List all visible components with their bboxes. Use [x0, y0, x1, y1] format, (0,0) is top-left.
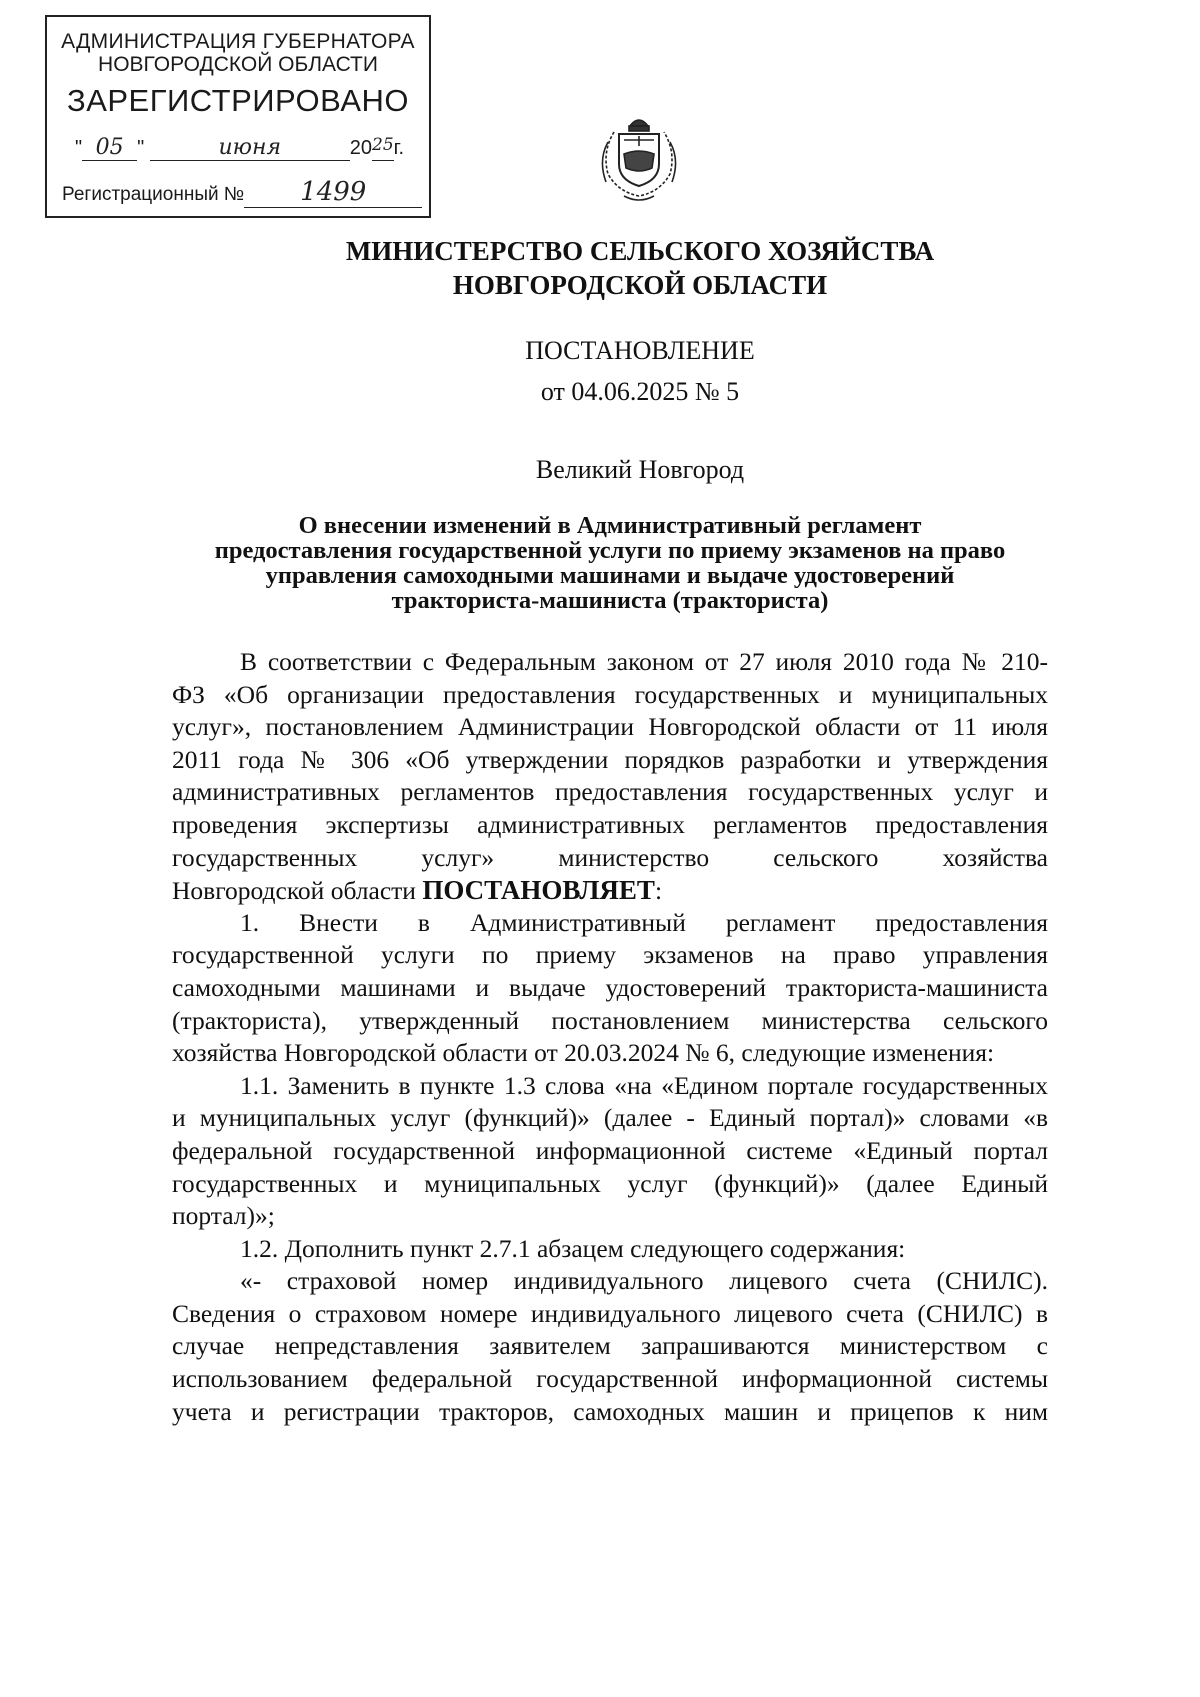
- registration-stamp: [45, 15, 431, 218]
- body-line: использованием федеральной государственной информационной системы: [172, 1364, 1048, 1394]
- stamp-registration: [62, 177, 422, 208]
- document-subject: [172, 513, 1048, 613]
- subject-line: управления самоходными машинами и выдаче удостоверений: [265, 562, 955, 589]
- subject-line: О внесении изменений в Административный регламент: [298, 512, 922, 539]
- stamp-day: 05: [95, 135, 124, 160]
- body-line: случае непредставления заявителем запрашиваются министерством с: [172, 1331, 1048, 1361]
- body-line: портал)»;: [172, 1201, 275, 1231]
- body-line: государственных и муниципальных услуг (функций)» (далее Единый: [172, 1168, 1048, 1198]
- stamp-year-unit: г.: [393, 137, 405, 159]
- stamp-org-line1: АДМИНИСТРАЦИЯ ГУБЕРНАТОРА: [61, 30, 415, 53]
- body-line: ФЗ «Об организации предоставления государственных и муниципальных: [172, 679, 1048, 709]
- body-line: административных регламентов предоставления государственных услуг и: [172, 777, 1048, 807]
- body-line: 2011 года № 306 «Об утверждении порядков разработки и утверждения: [172, 744, 1048, 774]
- ministry-name-line1: МИНИСТЕРСТВО СЕЛЬСКОГО ХОЗЯЙСТВА: [345, 236, 935, 266]
- body-line: В соответствии с Федеральным законом от 27 июля 2010 года № 210-: [240, 647, 1048, 676]
- body-line: проведения экспертизы административных регламентов предоставления: [172, 809, 1048, 839]
- body-line: самоходными машинами и выдаче удостоверений тракториста-машиниста: [172, 972, 1048, 1002]
- body-line: и муниципальных услуг (функций)» (далее - Единый портал)» словами «в: [172, 1103, 1048, 1133]
- body-text: Новгородской области: [172, 876, 423, 906]
- body-line: государственных услуг» министерство сельского хозяйства: [172, 842, 1048, 872]
- body-line: Сведения о страховом номере индивидуального лицевого счета (СНИЛС) в: [172, 1298, 1048, 1328]
- body-line: хозяйства Новгородской области от 20.03.2024 № 6, следующие изменения:: [172, 1038, 995, 1068]
- stamp-reg-label: Регистрационный №: [62, 184, 245, 205]
- body-line: учета и регистрации тракторов, самоходных машин и прицепов к ним: [172, 1396, 1048, 1426]
- body-text: :: [654, 876, 663, 906]
- document-body: [172, 646, 1048, 1428]
- stamp-status: ЗАРЕГИСТРИРОВАНО: [66, 83, 409, 118]
- document-date-number: от 04.06.2025 № 5: [540, 377, 740, 406]
- body-line: федеральной государственной информационной системе «Единый портал: [172, 1135, 1048, 1165]
- body-line: [172, 874, 1048, 907]
- body-line: услуг», постановлением Администрации Новгородской области от 11 июля: [172, 712, 1048, 742]
- body-line: 1. Внести в Административный регламент предоставления: [240, 907, 1048, 937]
- body-line: 1.1. Заменить в пункте 1.3 слова «на «Едином портале государственных: [240, 1070, 1048, 1100]
- body-line: государственной услуги по приему экзаменов на право управления: [172, 940, 1048, 970]
- coat-of-arms-emblem: [594, 112, 684, 204]
- subject-line: предоставления государственной услуги по приему экзаменов на право: [214, 537, 1006, 564]
- subject-line: тракториста-машиниста (тракториста): [391, 587, 829, 614]
- ministry-name-line2: НОВГОРОДСКОЙ ОБЛАСТИ: [452, 270, 828, 300]
- resolves-keyword: ПОСТАНОВЛЯЕТ: [422, 875, 655, 906]
- stamp-reg-number: 1499: [300, 177, 367, 207]
- stamp-date: " 05 " июня $20^{25}г$.: [75, 135, 405, 160]
- body-line: «- страховой номер индивидуального лицевого счета (СНИЛС).: [240, 1266, 1048, 1296]
- document-type: ПОСТАНОВЛЕНИЕ: [525, 336, 755, 365]
- stamp-org-line2: НОВГОРОДСКОЙ ОБЛАСТИ: [98, 53, 378, 76]
- stamp-year-prefix: 20: [349, 137, 373, 159]
- document-city: Великий Новгород: [535, 455, 745, 484]
- stamp-month: июня: [218, 135, 282, 160]
- stamp-year-suffix: 25: [372, 135, 394, 155]
- body-line: (тракториста), утвержденный постановлением министерства сельского: [172, 1005, 1048, 1035]
- body-line: 1.2. Дополнить пункт 2.7.1 абзацем следующего содержания:: [240, 1233, 906, 1263]
